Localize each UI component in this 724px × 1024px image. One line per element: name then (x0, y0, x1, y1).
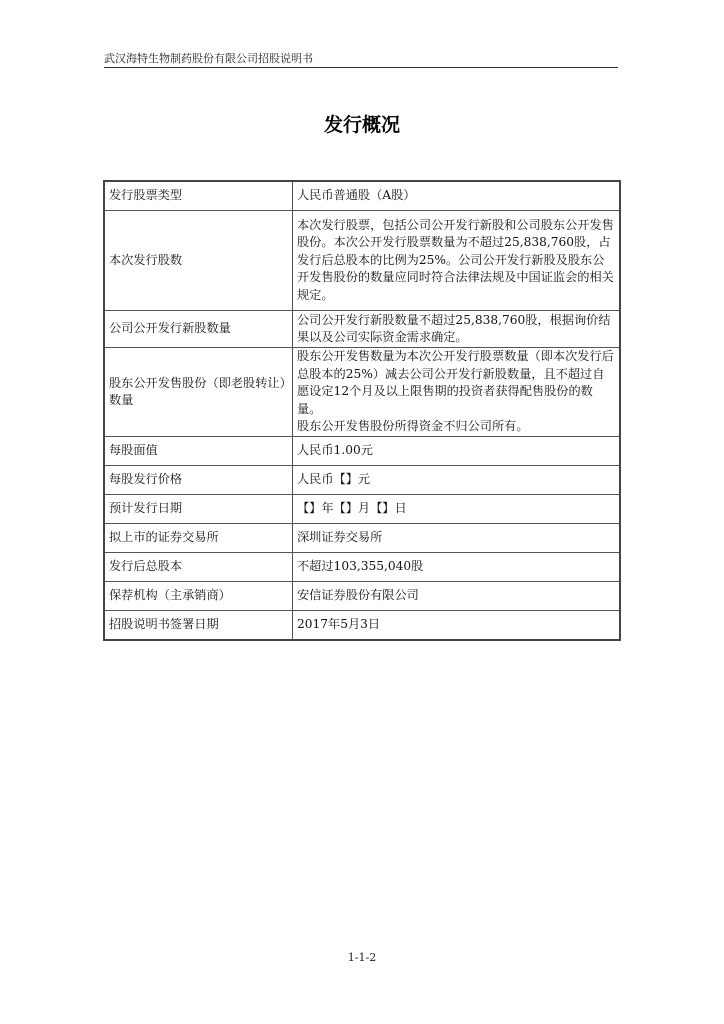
row-label: 每股面值 (104, 437, 293, 466)
page-number: 1-1-2 (347, 951, 377, 964)
row-label: 本次发行股数 (104, 211, 293, 311)
table-row-signing-date (104, 611, 620, 641)
row-value: 【】年【】月【】日 (293, 495, 621, 524)
table-row-new-shares (104, 311, 620, 348)
row-value: 安信证券股份有限公司 (293, 582, 621, 611)
row-label: 招股说明书签署日期 (104, 611, 293, 641)
row-value-extra: 股东公开发售股份所得资金不归公司所有。 (297, 419, 529, 434)
row-value: 人民币【】元 (293, 466, 621, 495)
row-label: 拟上市的证券交易所 (104, 524, 293, 553)
table-row-total-shares (104, 553, 620, 582)
row-label: 预计发行日期 (104, 495, 293, 524)
document-header: 武汉海特生物制药股份有限公司招股说明书 (104, 52, 313, 65)
table-row-exchange (104, 524, 620, 553)
row-value: 本次发行股票，包括公司公开发行新股和公司股东公开发售股份。本次公开发行股票数量为不超过25,838,760股，占发行后总股本的比例为25%。公司公开发行新股及股东公开发售股份的数量应同时符合法律法规及中国证监会的相关规定。 (293, 211, 621, 311)
table-row-sponsor (104, 582, 620, 611)
row-value (293, 348, 621, 437)
row-value: 人民币1.00元 (293, 437, 621, 466)
table-row-par-value (104, 437, 620, 466)
row-value: 公司公开发行新股数量不超过25,838,760股，根据询价结果以及公司实际资金需求确定。 (293, 311, 621, 348)
row-value-main: 股东公开发售数量为本次公开发行股票数量（即本次发行后总股本的25%）减去公司公开发行新股数量，且不超过自愿设定12个月及以上限售期的投资者获得配售股份的数量。 (297, 349, 614, 416)
row-value: 深圳证券交易所 (293, 524, 621, 553)
table-row-issue-date (104, 495, 620, 524)
table-row-issue-shares (104, 211, 620, 311)
table-row-stock-type (104, 181, 620, 211)
row-value: 人民币普通股（A股） (293, 181, 621, 211)
row-label: 股东公开发售股份（即老股转让）数量 (104, 348, 293, 437)
header-divider (104, 67, 618, 68)
row-label: 公司公开发行新股数量 (104, 311, 293, 348)
issuance-overview-table (103, 180, 621, 641)
row-value: 2017年5月3日 (293, 611, 621, 641)
row-label: 发行后总股本 (104, 553, 293, 582)
row-label: 每股发行价格 (104, 466, 293, 495)
table-row-issue-price (104, 466, 620, 495)
page-title: 发行概况 (323, 114, 400, 136)
row-label: 保荐机构（主承销商） (104, 582, 293, 611)
row-label: 发行股票类型 (104, 181, 293, 211)
table-row-shareholder-sale (104, 348, 620, 437)
row-value: 不超过103,355,040股 (293, 553, 621, 582)
